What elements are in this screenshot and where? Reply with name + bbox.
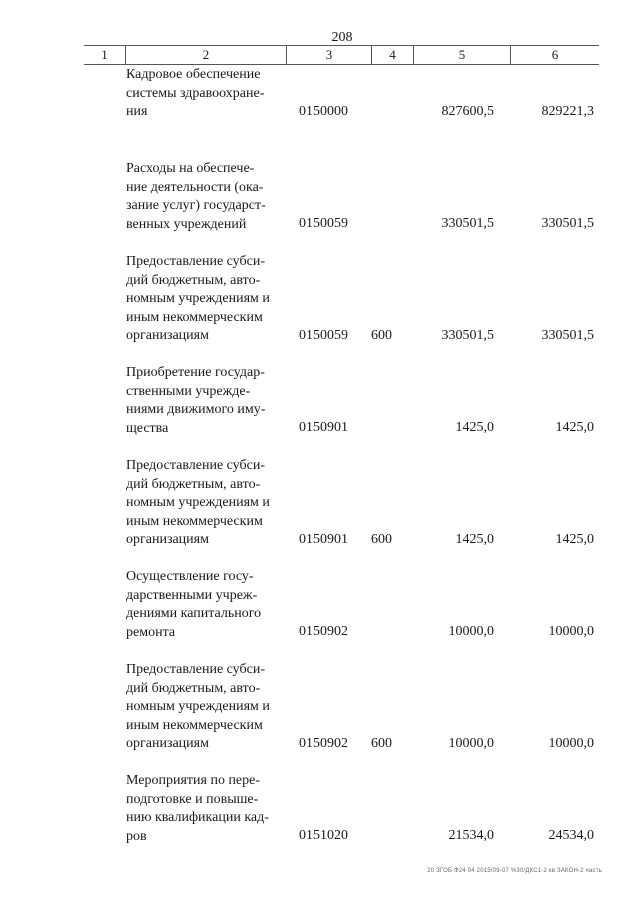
header-col-2: 2 (126, 46, 287, 64)
row-value-6: 330501,5 (541, 328, 594, 343)
row-value-5: 1425,0 (455, 532, 494, 547)
row-description: Расходы на обеспече- ние деятельности (ока- зание услуг) государст- венных учреждений (126, 161, 266, 232)
row-description: Осуществление госу- дарственными учреж- дениями капитального ремонта (126, 569, 262, 640)
row-code: 0150902 (299, 624, 348, 639)
row-value-6: 330501,5 (541, 216, 594, 231)
header-col-6: 6 (551, 47, 559, 62)
document-footer: 20 ЗГОБ Ф24 04 2015/09-07 %30/ДКС1-2 кв ЗАКОН-2 часть (427, 868, 602, 874)
row-vr: 600 (371, 736, 392, 751)
row-code: 0150059 (299, 216, 348, 231)
row-description: Мероприятия по пере- подготовке и повыше- нию квалификации кад- ров (126, 773, 269, 844)
row-vr: 600 (371, 532, 392, 547)
row-value-6: 10000,0 (548, 736, 594, 751)
table-row (0, 253, 640, 364)
table-row (0, 66, 640, 160)
row-value-6: 10000,0 (548, 624, 594, 639)
row-code: 0151020 (299, 828, 348, 843)
row-vr: 600 (371, 328, 392, 343)
table-row (0, 568, 640, 661)
row-value-5: 1425,0 (455, 420, 494, 435)
row-value-6: 24534,0 (548, 828, 594, 843)
row-description: Приобретение государ- ственными учрежде- ниями движимого иму- щества (126, 365, 266, 436)
header-col-3: 3 (287, 46, 372, 64)
table-row (0, 160, 640, 253)
table-body (0, 66, 640, 865)
table-row (0, 772, 640, 865)
table-row (0, 661, 640, 772)
page-number: 208 (331, 30, 353, 45)
row-description: Кадровое обеспечение системы здравоохране- ния (126, 67, 265, 119)
header-col-5: 5 (414, 46, 511, 64)
row-value-6: 1425,0 (555, 532, 594, 547)
row-value-6: 1425,0 (555, 420, 594, 435)
header-col-1: 1 (84, 46, 126, 64)
row-value-6: 829221,3 (541, 104, 594, 119)
row-value-5: 330501,5 (441, 328, 494, 343)
row-value-5: 10000,0 (448, 624, 494, 639)
row-code: 0150902 (299, 736, 348, 751)
row-code: 0150901 (299, 532, 348, 547)
header-col-4: 4 (372, 46, 414, 64)
table-header (84, 45, 599, 65)
row-description: Предоставление субси- дий бюджетным, авто- номным учреждениям и иным некоммерческим организациям (126, 662, 270, 751)
table-row (0, 457, 640, 568)
row-description: Предоставление субси- дий бюджетным, авто- номным учреждениям и иным некоммерческим организациям (126, 458, 270, 547)
row-value-5: 10000,0 (448, 736, 494, 751)
row-value-5: 330501,5 (441, 216, 494, 231)
table-row (0, 364, 640, 457)
row-value-5: 827600,5 (441, 104, 494, 119)
row-code: 0150059 (299, 328, 348, 343)
row-description: Предоставление субси- дий бюджетным, авто- номным учреждениям и иным некоммерческим организациям (126, 254, 270, 343)
row-code: 0150901 (299, 420, 348, 435)
row-code: 0150000 (299, 104, 348, 119)
row-value-5: 21534,0 (448, 828, 494, 843)
